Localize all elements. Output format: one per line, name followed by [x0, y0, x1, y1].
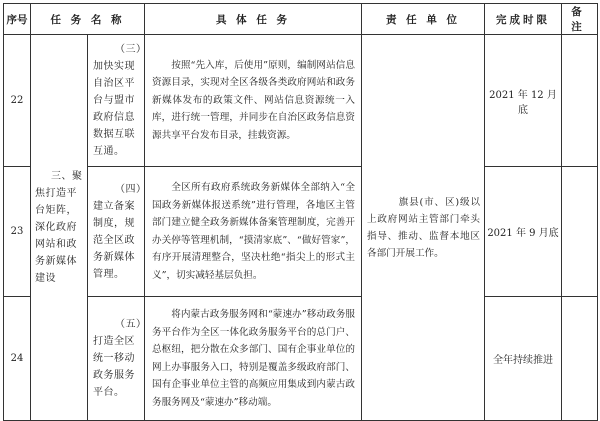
table-row: [4, 297, 598, 421]
header-deadline: 完成时限: [485, 4, 562, 35]
task-detail-text: 按照“先入库，后使用”原则，编制网站信息资源目录，实现对全区各级各类政府网站和政务新媒体发布的政策文件、网站信息资源统一入库，进行统一管理，并同步在自治区政务信息资源共享平台发布目录，挂载资源。: [152, 59, 355, 141]
task-table: [3, 3, 598, 421]
header-note: 备 注: [562, 4, 598, 35]
task-detail-cell: [145, 167, 362, 297]
category-cell: [31, 35, 88, 421]
header-responsible: 责 任 单 位: [362, 4, 485, 35]
row-number: 22: [4, 35, 31, 167]
header-task-detail: 具 体 任 务: [145, 4, 362, 35]
deadline-cell: 2021 年 12 月底: [485, 35, 562, 167]
task-table-page: [3, 3, 597, 414]
responsible-cell: [362, 35, 485, 421]
note-cell: [562, 167, 598, 297]
row-number: 23: [4, 167, 31, 297]
header-row: [4, 4, 598, 35]
responsible-text: 旗县(市、区)级以上政府网站主管部门牵头指导、推动、监督本地区各部门开展工作。: [367, 196, 480, 259]
subtask-cell: [88, 167, 145, 297]
task-detail-cell: [145, 297, 362, 421]
table-row: [4, 35, 598, 167]
subtask-text: （三）加快实现自治区平台与盟市政府信息数据互联互通。: [93, 44, 147, 157]
subtask-text: （五）打造全区统一移动政务服务平台。: [93, 319, 147, 398]
deadline-cell: 2021 年 9 月底: [485, 167, 562, 297]
note-cell: [562, 297, 598, 421]
subtask-cell: [88, 297, 145, 421]
table-row: [4, 167, 598, 297]
deadline-cell: 全年持续推进: [485, 297, 562, 421]
task-detail-text: 将内蒙古政务服务网和“蒙速办”移动政务服务平台作为全区一体化政务服务平台的总门户、总枢纽，把分散在众多部门、国有企事业单位的网上办事服务入口，特别是覆盖多级政府部门、国有企事业单位主管的高频应用集成到内蒙古政务服务网及“蒙速办”移动端。: [152, 309, 355, 408]
subtask-cell: [88, 35, 145, 167]
task-detail-cell: [145, 35, 362, 167]
category-text: 三、聚焦打造平台矩阵，深化政府网站和政务新媒体建设: [35, 171, 83, 284]
note-cell: [562, 35, 598, 167]
header-task-name: 任 务 名 称: [31, 4, 145, 35]
header-no: 序号: [4, 4, 31, 35]
subtask-text: （四）建立备案制度，规范全区政务新媒体管理。: [93, 183, 147, 280]
row-number: 24: [4, 297, 31, 421]
task-detail-text: 全区所有政府系统政务新媒体全部纳入“全国政务新媒体报送系统”进行管理，各地区主管部门建立健全政务新媒体备案管理制度，完善开办关停等管理机制，“摸清家底”、“做好管家”，有序开展清理整合，坚决杜绝“指尖上的形式主义”，切实减轻基层负担。: [152, 182, 355, 281]
